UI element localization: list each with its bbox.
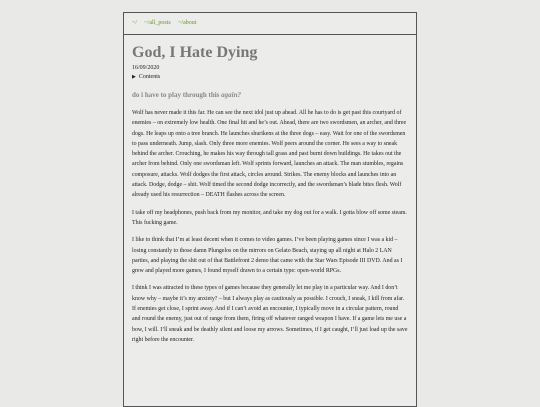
paragraph: I think I was attracted to these types of games because they generally let me play in a particular way. And I don’t know why – maybe it’s my anxiety? – but I always play as cautiously as possible. I crouch, I sneak, I kill from afar. If enemies get close, I sprint away. And if I can’t avoid an encounter, I typically move in a circular pattern, round and round the enemy, just out of range from them, firing off whatever ranged weapon I have. If a game lets me use a bow, I will. I’ll sneak and be deathly silent and loose my arrows. Sometimes, if I get caught, I’ll just load up the save right before the encounter.	[132, 285, 408, 343]
post-title: God, I Hate Dying	[132, 44, 258, 61]
post-subtitle	[132, 91, 408, 100]
post-date: 16/09/2020	[132, 65, 160, 71]
nav-about-link[interactable]: ~/about	[178, 20, 197, 26]
blog-page	[123, 12, 417, 407]
subtitle-text: do i have to play through this	[132, 91, 222, 99]
paragraph: Wolf has never made it this far. He can see the next idol just up ahead. All he has to do is get past this courtyard of enemies – on extremely low health. One final hit and he’s out. Ahead, there are two swordsmen, an archer, and three dogs. He leaps up onto a tree branch. He launches shurikens at the three dogs – easy. Wait for one of the swordsmen to pass underneath. Jump, slash. Only three more enemies. Wolf peers around the corner. He sees a way to sneak behind the archer. Crouching, he makes his way through tall grass and past burnt down buildings. He takes out the archer from behind. Only one swordsman left. Wolf sprints forward, launches an attack. The man stumbles, regains composure, attacks. Wolf dodges the first attack, circles around. Strikes. The enemy blocks and launches into an attack. Dodge, dodge – shit. Wolf timed the second dodge incorrectly, and the swordsman’s blade bites flesh. Wolf already used his resurrection – DEATH flashes across the screen.	[132, 110, 407, 199]
top-nav	[124, 13, 416, 35]
post-content	[124, 35, 416, 345]
disclosure-triangle-icon: ▶	[132, 75, 136, 80]
paragraph: I take off my headphones, push back from my monitor, and take my dog out for a walk. I gotta blow off some steam. This fucking game.	[132, 209, 407, 226]
paragraph: I like to think that I’m at least decent when it comes to video games. I’ve been playing games since I was a kid – losing constantly to those damn Plungelos on the mirrors on Gelato Beach, staying up all night at Halo 2 LAN parties, and playing the shit out of that Battlefront 2 demo that came with the Star Wars Episode III DVD. And as I grew and played more games, I found myself drawn to a certain type: open-world RPGs.	[132, 237, 403, 275]
contents-label: Contents	[138, 74, 161, 80]
nav-all-posts-link[interactable]: ~/all_posts	[144, 20, 171, 26]
contents-toggle[interactable]	[132, 73, 408, 82]
nav-home-link[interactable]: ~/	[132, 20, 137, 26]
subtitle-emphasis: again?	[221, 91, 241, 99]
